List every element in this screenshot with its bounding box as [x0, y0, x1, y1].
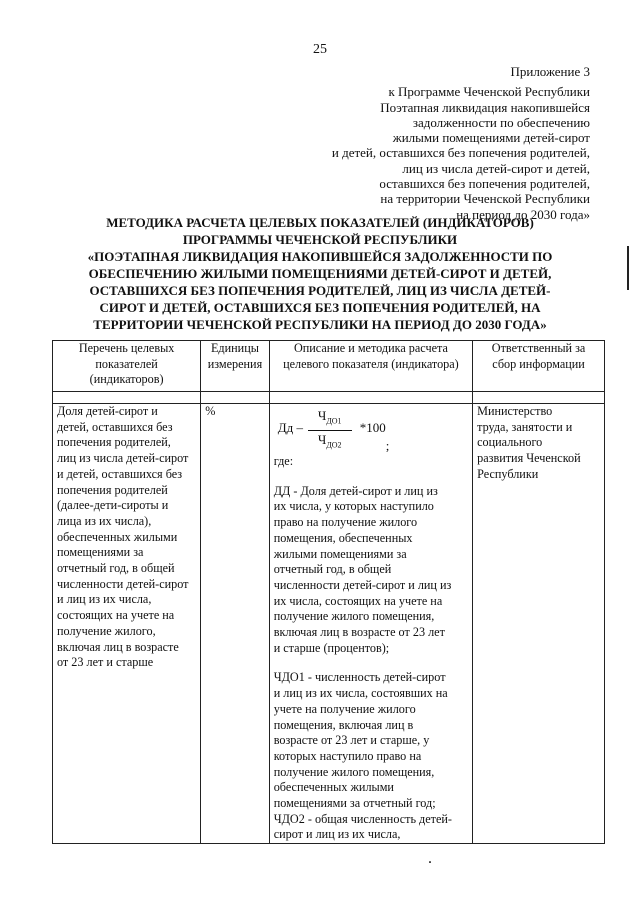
header-line: целевого показателя (индикатора): [283, 356, 459, 371]
spacer-cell: [269, 392, 472, 404]
desc-line: помещения, обеспеченных: [273, 530, 413, 545]
denominator-subscript: ДО2: [326, 440, 342, 450]
header-line: Описание и методика расчета: [293, 341, 448, 355]
title-line: МЕТОДИКА РАСЧЕТА ЦЕЛЕВЫХ ПОКАЗАТЕЛЕЙ (ИНДИКАТОРОВ): [106, 215, 534, 230]
responsible-line: Министерство: [477, 404, 553, 418]
description-cell: [269, 404, 472, 844]
formula-semicolon: ;: [385, 438, 390, 453]
table-header-row: [53, 341, 605, 392]
indicator-line: включая лиц в возрасте: [57, 639, 179, 654]
header-line: измерения: [207, 356, 263, 371]
indicator-line: состоящих на учете на: [57, 608, 175, 623]
indicator-line: численности детей-сирот: [57, 576, 189, 591]
indicator-line: отчетный год, в общей: [57, 561, 175, 576]
unit-cell: [201, 404, 269, 844]
indicator-line: получение жилого,: [57, 623, 156, 638]
responsible-line: развития Чеченской: [477, 451, 581, 466]
table-spacer-row: [53, 392, 605, 404]
formula-lhs-symbol: Дд: [277, 420, 294, 435]
desc-line: получение жилого помещения,: [273, 609, 435, 624]
appendix-line: к Программе Чеченской Республики: [388, 84, 590, 100]
desc-line: учете на получение жилого: [273, 701, 416, 716]
desc-line: сирот и лиц из их числа,: [273, 827, 401, 842]
responsible-line: Республики: [477, 466, 539, 481]
indicator-line: лиц из числа детей-сирот: [57, 451, 189, 466]
responsible-cell: [473, 404, 605, 844]
indicator-line: Доля детей-сирот и: [57, 404, 158, 418]
document-title: [60, 214, 580, 333]
indicator-line: попечения родителей: [57, 482, 168, 497]
desc-line: и лиц из их числа, состоявших на: [273, 686, 448, 701]
unit-value: %: [205, 404, 216, 418]
desc-line: их числа, у которых наступило: [273, 499, 434, 514]
formula-fraction: [308, 408, 352, 454]
indicator-line: (далее-дети-сироты и: [57, 498, 169, 513]
spacer-cell: [473, 392, 605, 404]
indicators-table: [52, 340, 605, 844]
appendix-line: на территории Чеченской Республики: [380, 191, 590, 207]
desc-line: ЧДО1 - численность детей-сирот: [273, 670, 446, 685]
header-indicators: [53, 341, 201, 392]
header-line: Ответственный за: [491, 341, 586, 355]
formula-numerator: [308, 408, 352, 429]
formula: [274, 408, 468, 454]
where-label: где:: [273, 454, 294, 468]
formula-lhs: [278, 420, 303, 436]
header-units: [201, 341, 269, 392]
desc-line: получение жилого помещения,: [273, 764, 435, 779]
indicator-line: детей, оставшихся без: [57, 419, 173, 434]
table-row: [53, 404, 605, 844]
title-line: ОСТАВШИХСЯ БЕЗ ПОПЕЧЕНИЯ РОДИТЕЛЕЙ, ЛИЦ ИЗ ЧИСЛА ДЕТЕЙ-: [89, 283, 551, 298]
title-line: «ПОЭТАПНАЯ ЛИКВИДАЦИЯ НАКОПИВШЕЙСЯ ЗАДОЛЖЕННОСТИ ПО: [87, 249, 553, 264]
header-line: (индикаторов): [89, 372, 164, 387]
fraction-bar: [308, 430, 352, 431]
numerator-subscript: ДО1: [326, 416, 342, 426]
desc-line: жилыми помещениями за: [273, 546, 407, 561]
desc-line: помещениями за отчетный год;: [273, 796, 436, 811]
responsible-line: социального: [477, 435, 543, 450]
formula-equals: –: [296, 420, 303, 435]
desc-line: обеспеченных жилыми: [273, 780, 394, 795]
desc-line: включая лиц в возрасте от 23 лет: [273, 625, 445, 640]
appendix-line: лиц из числа детей-сирот и детей,: [402, 160, 590, 176]
desc-line: и старше (процентов);: [273, 640, 390, 655]
header-responsible: [473, 341, 605, 392]
desc-line: возрасте от 23 лет и старше, у: [273, 733, 430, 748]
appendix-line: задолженности по обеспечению: [412, 114, 590, 130]
numerator-symbol: Ч: [317, 408, 327, 423]
desc-line: помещения, включая лиц в: [273, 717, 414, 732]
desc-line: их числа, состоящих на учете на: [273, 593, 443, 608]
title-line: ТЕРРИТОРИИ ЧЕЧЕНСКОЙ РЕСПУБЛИКИ НА ПЕРИОД ДО 2030 ГОДА»: [93, 317, 547, 332]
header-line: Единицы: [210, 341, 259, 355]
appendix-line: и детей, оставшихся без попечения родителей,: [331, 145, 590, 161]
indicator-cell: [53, 404, 201, 844]
indicator-line: помещениями за: [57, 545, 144, 560]
responsible-line: труда, занятости и: [477, 419, 573, 434]
header-line: сбор информации: [492, 356, 585, 371]
title-line: СИРОТ И ДЕТЕЙ, ОСТАВШИХСЯ БЕЗ ПОПЕЧЕНИЯ РОДИТЕЛЕЙ, НА: [99, 300, 541, 315]
spacer-cell: [53, 392, 201, 404]
title-line: ПРОГРАММЫ ЧЕЧЕНСКОЙ РЕСПУБЛИКИ: [182, 232, 458, 247]
appendix-line: Поэтапная ликвидация накопившейся: [380, 99, 590, 115]
indicator-line: и лиц из их числа,: [57, 592, 152, 607]
footer-mark: .: [428, 850, 432, 867]
title-line: ОБЕСПЕЧЕНИЮ ЖИЛЫМИ ПОМЕЩЕНИЯМИ ДЕТЕЙ-СИРОТ И ДЕТЕЙ,: [88, 266, 552, 281]
indicator-line: лица из их числа),: [57, 513, 152, 528]
denominator-symbol: Ч: [317, 432, 327, 448]
header-line: показателей: [95, 356, 158, 371]
spacer-cell: [201, 392, 269, 404]
appendix-block: [290, 64, 590, 222]
indicator-line: обеспеченных жилыми: [57, 529, 178, 544]
scan-margin-mark: [627, 246, 629, 290]
desc-line: которых наступило право на: [273, 748, 422, 763]
appendix-line: на период до 2030 года»: [456, 206, 590, 222]
formula-multiplier: *100: [359, 420, 386, 435]
formula-denominator: [308, 432, 352, 453]
desc-line: ЧДО2 - общая численность детей-: [273, 811, 452, 826]
desc-line: отчетный год, в общей: [273, 562, 392, 577]
indicator-line: попечения родителей,: [57, 435, 171, 450]
desc-line: ДД - Доля детей-сирот и лиц из: [273, 483, 438, 498]
desc-line: право на получение жилого: [273, 515, 418, 530]
header-description: [269, 341, 472, 392]
indicator-line: от 23 лет и старше: [57, 655, 154, 670]
desc-line: численности детей-сирот и лиц из: [273, 577, 452, 592]
appendix-line: оставшихся без попечения родителей,: [379, 176, 590, 192]
appendix-title: Приложение 3: [510, 64, 590, 79]
indicator-line: и детей, оставшихся без: [57, 466, 183, 481]
header-line: Перечень целевых: [78, 341, 175, 355]
appendix-line: жилыми помещениями детей-сирот: [392, 130, 590, 146]
page-number: 25: [313, 42, 327, 57]
